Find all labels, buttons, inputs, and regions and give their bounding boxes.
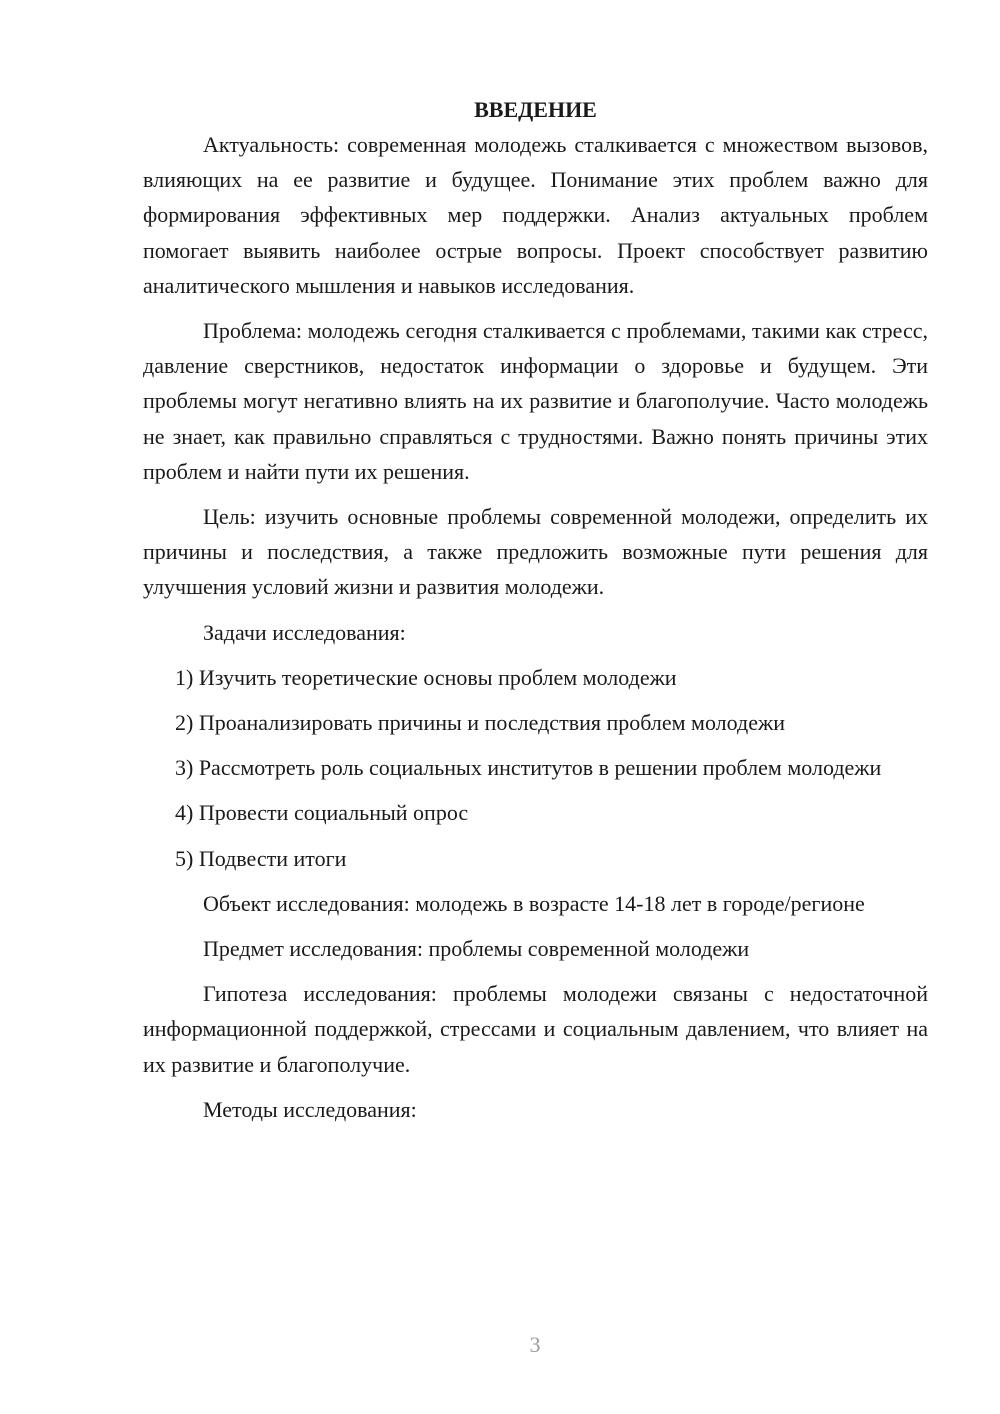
document-body	[143, 93, 928, 1137]
subject-paragraph: Предмет исследования: проблемы современной молодежи	[203, 936, 750, 962]
relevance-paragraph: Актуальность: современная молодежь сталкивается с множеством вызовов, влияющих на ее развитие и будущее. Понимание этих проблем важно для формирования эффективных мер поддержки. Анализ актуальных проблем помогает выявить наиболее острые вопросы. Проект способствует развитию аналитического мышления и навыков исследования.	[143, 132, 928, 298]
hypothesis-paragraph: Гипотеза исследования: проблемы молодежи связаны с недостаточной информационной поддержкой, стрессами и социальным давлением, что влияет на их развитие и благополучие.	[143, 981, 928, 1077]
problem-paragraph: Проблема: молодежь сегодня сталкивается с проблемами, такими как стресс, давление сверстников, недостаток информации о здоровье и будущем. Эти проблемы могут негативно влиять на их развитие и благополучие. Часто молодежь не знает, как правильно справляться с трудностями. Важно понять причины этих проблем и найти пути их решения.	[143, 318, 928, 484]
task-item-4: 4) Провести социальный опрос	[175, 800, 469, 826]
page-title: ВВЕДЕНИЕ	[474, 97, 597, 122]
page-number: 3	[529, 1332, 541, 1357]
task-item-5: 5) Подвести итоги	[175, 845, 347, 871]
object-paragraph: Объект исследования: молодежь в возрасте 14-18 лет в городе/регионе	[203, 890, 865, 916]
methods-heading: Методы исследования:	[203, 1096, 417, 1122]
task-item-2: 2) Проанализировать причины и последствия проблем молодежи	[175, 710, 785, 736]
task-item-1: 1) Изучить теоретические основы проблем молодежи	[175, 664, 677, 690]
tasks-heading: Задачи исследования:	[203, 619, 406, 645]
task-item-3: 3) Рассмотреть роль социальных институтов в решении проблем молодежи	[175, 755, 882, 781]
goal-paragraph: Цель: изучить основные проблемы современной молодежи, определить их причины и последствия, а также предложить возможные пути решения для улучшения условий жизни и развития молодежи.	[143, 504, 928, 600]
